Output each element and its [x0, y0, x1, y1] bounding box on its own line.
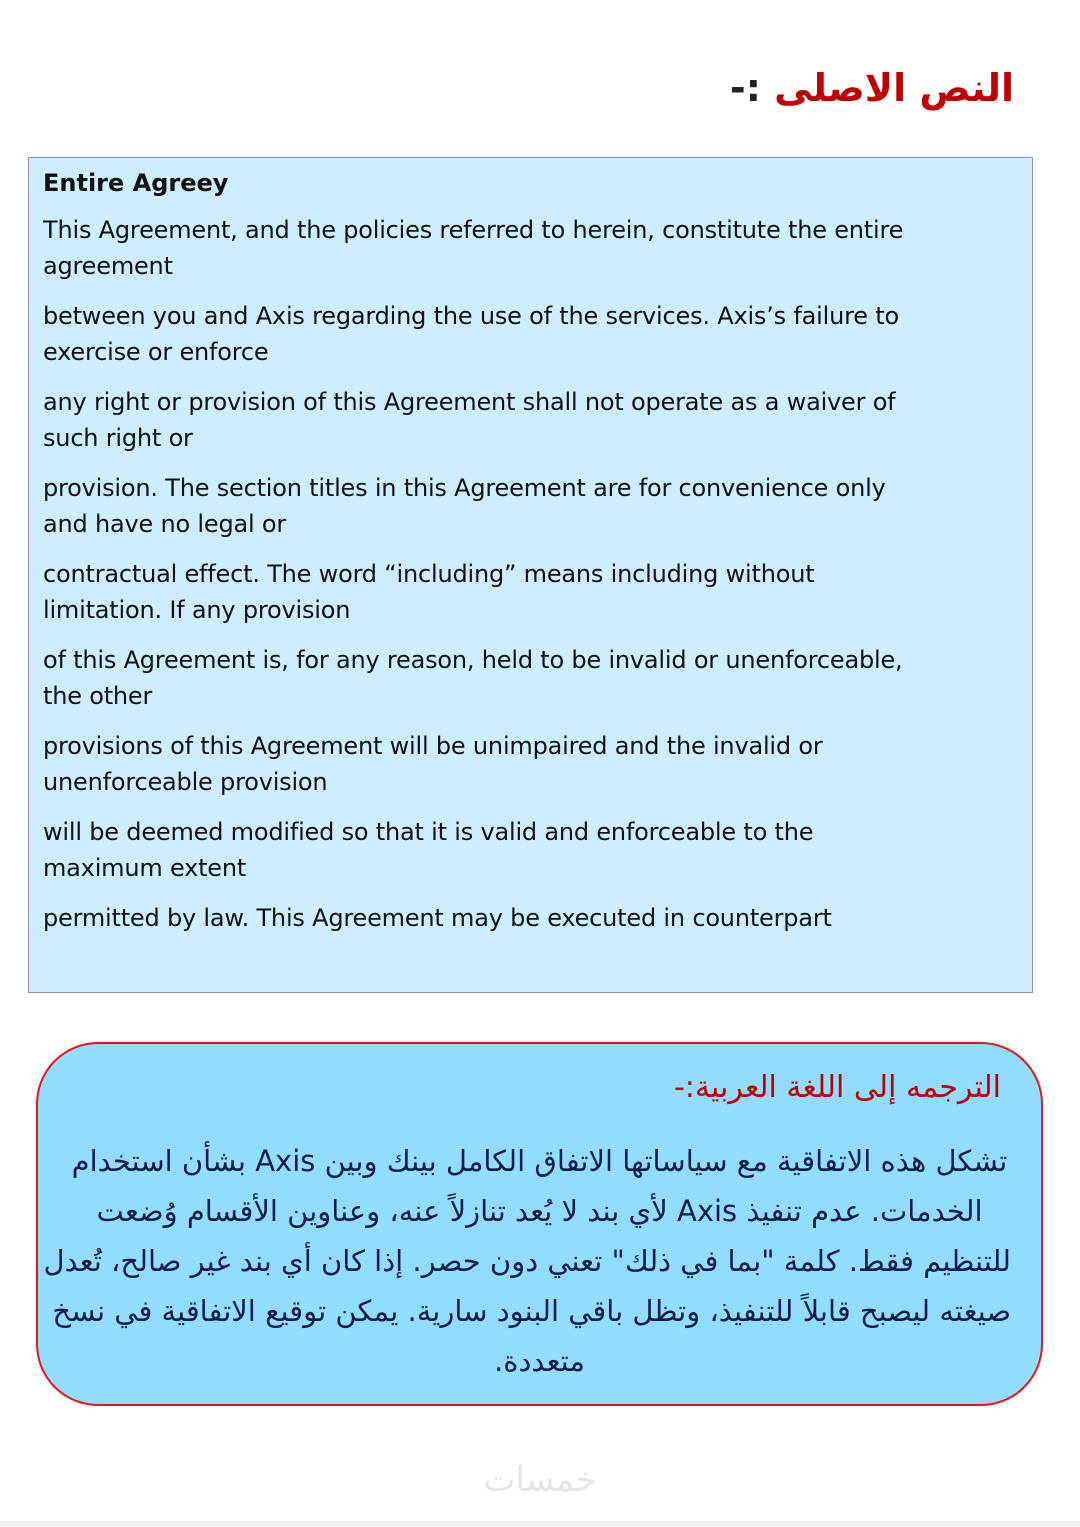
agreement-paragraph — [43, 900, 1018, 936]
translation-box — [36, 1042, 1043, 1406]
paragraph-line: agreement — [43, 252, 173, 280]
agreement-paragraph — [43, 642, 1018, 714]
agreement-paragraph — [43, 814, 1018, 886]
agreement-paragraph — [43, 728, 1018, 800]
paragraph-line: and have no legal or — [43, 510, 287, 538]
paragraph-line: of this Agreement is, for any reason, held to be invalid or unenforceable, — [43, 646, 903, 674]
paragraph-line: between you and Axis regarding the use of the services. Axis’s failure to — [43, 302, 899, 330]
paragraph-line: This Agreement, and the policies referred to herein, constitute the entire — [43, 216, 904, 244]
agreement-paragraph — [43, 212, 1018, 284]
agreement-paragraph — [43, 298, 1018, 370]
paragraph-line: unenforceable provision — [43, 768, 328, 796]
section-title: Entire Agreey — [43, 169, 229, 197]
original-text-box — [28, 157, 1033, 993]
paragraph-line: contractual effect. The word “including” means including without — [43, 560, 815, 588]
paragraph-line: will be deemed modified so that it is valid and enforceable to the — [43, 818, 814, 846]
watermark-logo: خمسات — [483, 1460, 597, 1500]
paragraph-line: permitted by law. This Agreement may be executed in counterpart — [43, 904, 832, 932]
page-bottom-bar — [0, 1521, 1080, 1527]
translation-line: متعددة. — [494, 1344, 585, 1378]
heading-text: النص الاصلى — [774, 66, 1014, 110]
paragraph-line: provision. The section titles in this Agreement are for convenience only — [43, 474, 886, 502]
paragraph-line: any right or provision of this Agreement shall not operate as a waiver of — [43, 388, 896, 416]
paragraph-line: limitation. If any provision — [43, 596, 351, 624]
paragraph-line: provisions of this Agreement will be unimpaired and the invalid or — [43, 732, 823, 760]
agreement-paragraph — [43, 470, 1018, 542]
heading-suffix: :- — [729, 66, 761, 110]
paragraph-line: the other — [43, 682, 153, 710]
paragraph-line: maximum extent — [43, 854, 247, 882]
translation-line: الخدمات. عدم تنفيذ Axis لأي بند لا يُعد تنازلاً عنه، وعناوين الأقسام وُضعت — [96, 1194, 983, 1228]
agreement-paragraph — [43, 384, 1018, 456]
paragraph-line: such right or — [43, 424, 193, 452]
translation-line: صيغته ليصبح قابلاً للتنفيذ، وتظل باقي البنود سارية. يمكن توقيع الاتفاقية في نسخ — [52, 1294, 1011, 1328]
translation-heading: الترجمه إلى اللغة العربية:- — [673, 1070, 1001, 1105]
agreement-paragraph — [43, 556, 1018, 628]
paragraph-line: exercise or enforce — [43, 338, 269, 366]
translation-line: تشكل هذه الاتفاقية مع سياساتها الاتفاق الكامل بينك وبين Axis بشأن استخدام — [71, 1144, 1008, 1178]
original-text-heading — [730, 66, 1014, 110]
translation-body — [43, 1136, 1011, 1386]
translation-line: للتنظيم فقط. كلمة "بما في ذلك" تعني دون حصر. إذا كان أي بند غير صالح، تُعدل — [43, 1244, 1011, 1278]
